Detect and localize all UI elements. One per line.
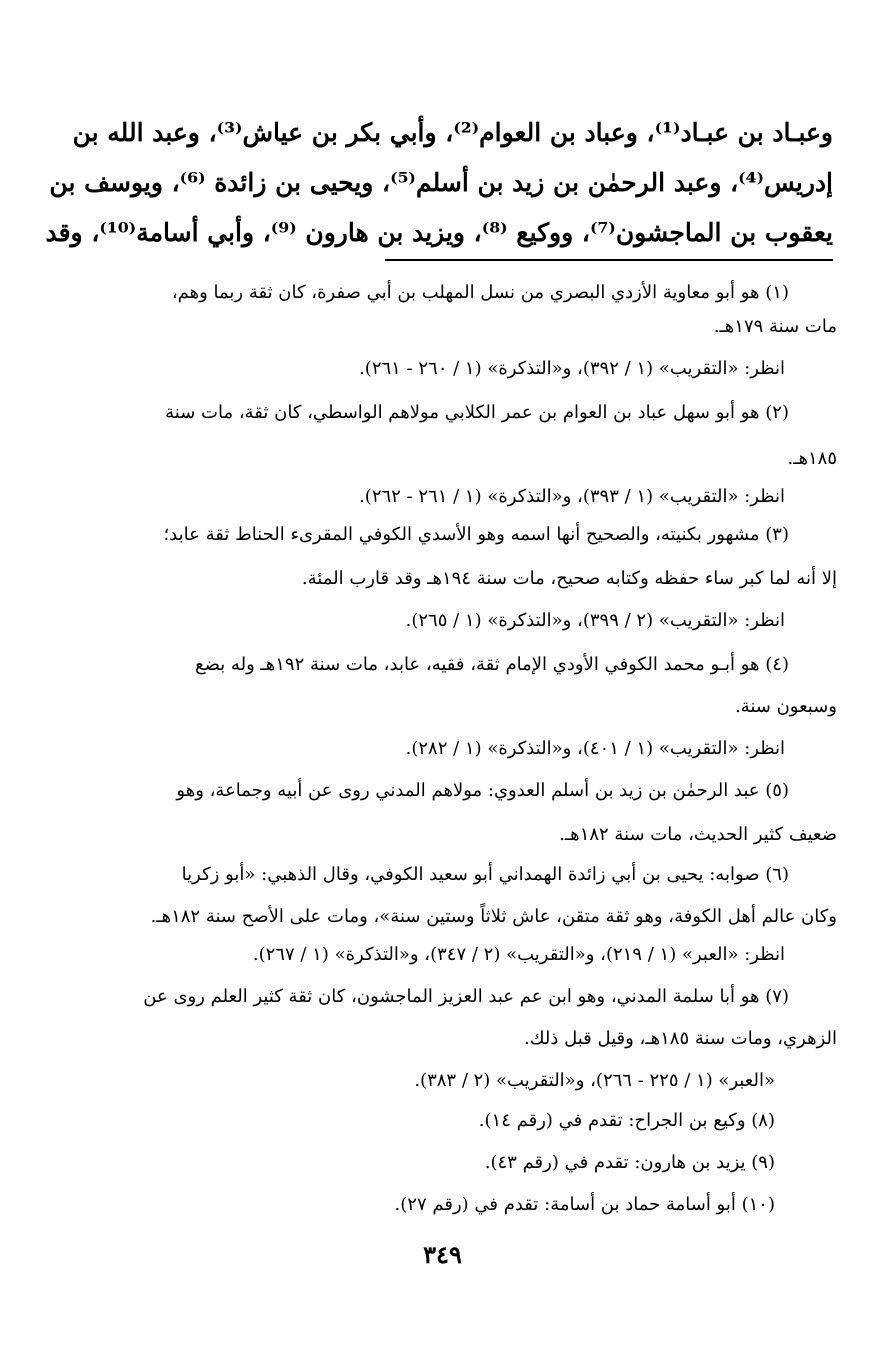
footnote-reference: انظر: «التقريب» (٢ / ٣٩٩)، و«التذكرة» (١ / ٢٦٥). [405, 610, 785, 631]
footnote-line: وكان عالم أهل الكوفة، وهو ثقة متقن، عاش ثلاثاً وستين سنة»، ومات على الأصح سنة ١٨٢هـ. [150, 906, 837, 927]
footnote-reference: انظر: «العبر» (١ / ٢١٩)، و«التقريب» (٢ / ٣٤٧)، و«التذكرة» (١ / ٢٦٧). [252, 944, 785, 965]
main-text-line: إدريس⁽⁴⁾، وعبد الرحمٰن بن زيد بن أسلم⁽⁵⁾، ويحيى بن زائدة ⁽⁶⁾، ويوسف بن [49, 168, 833, 197]
footnote-separator [385, 259, 833, 261]
footnote-line: مات سنة ١٧٩هـ. [713, 316, 837, 337]
footnote-line: ضعيف كثير الحديث، مات سنة ١٨٢هـ. [559, 824, 837, 845]
footnote-reference: «العبر» (١ / ٢٢٥ - ٢٦٦)، و«التقريب» (٢ / ٣٨٣). [414, 1070, 775, 1091]
footnote-line: (٣) مشهور بكنيته، والصحيح أنها اسمه وهو الأسدي الكوفي المقرىء الحناط ثقة عابد؛ [163, 524, 789, 545]
footnote-line: (٩) يزيد بن هارون: تقدم في (رقم ٤٣). [484, 1152, 775, 1173]
page-number: ٣٤٩ [423, 1240, 462, 1269]
footnote-line: الزهري، ومات سنة ١٨٥هـ، وقيل قبل ذلك. [523, 1028, 837, 1049]
footnote-line: إلا أنه لما كبر ساء حفظه وكتابه صحيح، مات سنة ١٩٤هـ وقد قارب المئة. [301, 568, 837, 589]
footnote-line: ١٨٥هـ. [787, 448, 837, 469]
main-text [45, 108, 833, 258]
footnote-line: (٨) وكيع بن الجراح: تقدم في (رقم ١٤). [478, 1110, 775, 1131]
footnote-line: وسبعون سنة. [734, 696, 837, 717]
footnote-line: (٧) هو أبا سلمة المدني، وهو ابن عم عبد العزيز الماجشون، كان ثقة كثير العلم روى عن [143, 986, 789, 1007]
footnote-line: (٢) هو أبو سهل عباد بن العوام بن عمر الكلابي مولاهم الواسطي، كان ثقة، مات سنة [165, 402, 789, 423]
main-text-line: يعقوب بن الماجشون⁽⁷⁾، ووكيع ⁽⁸⁾، ويزيد بن هارون ⁽⁹⁾، وأبي أسامة⁽¹⁰⁾، وقد [45, 218, 833, 247]
footnote-reference: انظر: «التقريب» (١ / ٤٠١)، و«التذكرة» (١ / ٢٨٢). [405, 738, 785, 759]
footnote-line: (١) هو أبو معاوية الأزدي البصري من نسل المهلب بن أبي صفرة، كان ثقة ربما وهم، [171, 282, 789, 303]
main-text-line: وعبـاد بن عبـاد⁽¹⁾، وعباد بن العوام⁽²⁾، وأبي بكر بن عياش⁽³⁾، وعبد الله بن [72, 118, 833, 147]
footnote-reference: انظر: «التقريب» (١ / ٣٩٣)، و«التذكرة» (١ / ٢٦١ - ٢٦٢). [359, 486, 785, 507]
footnote-reference: انظر: «التقريب» (١ / ٣٩٢)، و«التذكرة» (١ / ٢٦٠ - ٢٦١). [359, 358, 785, 379]
footnote-line: (٦) صوابه: يحيى بن أبي زائدة الهمداني أبو سعيد الكوفي، وقال الذهبي: «أبو زكريا [181, 864, 789, 885]
footnote-line: (١٠) أبو أسامة حماد بن أسامة: تقدم في (رقم ٢٧). [394, 1194, 775, 1215]
footnote-line: (٥) عبد الرحمٰن بن زيد بن أسلم العدوي: مولاهم المدني روى عن أبيه وجماعة، وهو [176, 780, 789, 801]
footnote-line: (٤) هو أبـو محمد الكوفي الأودي الإمام ثقة، فقيه، عابد، مات سنة ١٩٢هـ وله بضع [195, 654, 789, 675]
